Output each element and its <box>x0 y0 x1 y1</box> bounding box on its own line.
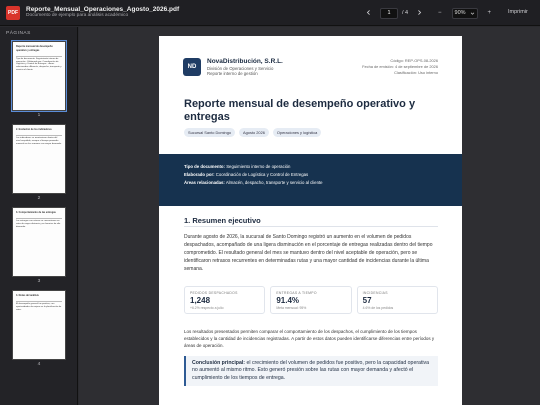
thumbnail-sidebar <box>0 27 78 405</box>
org-report-type: Reporte interno de gestión <box>207 71 258 77</box>
document-title: Reporte mensual de desempeño operativo y entregas <box>184 98 416 123</box>
sidebar-title: PÁGINAS <box>6 31 31 36</box>
page-thumbnail-2[interactable] <box>12 124 66 194</box>
kpi-label: INCIDENCIAS <box>362 291 388 295</box>
thumb-number: 1 <box>37 113 41 118</box>
meta-classification: Clasificación: Uso interno <box>394 69 438 75</box>
kpi-label: PEDIDOS DESPACHADOS <box>190 291 238 295</box>
section-title: 1. Resumen ejecutivo <box>184 216 261 225</box>
kpi-note: Meta mensual: 95% <box>276 306 307 310</box>
tag-period: Agosto 2026 <box>239 128 269 137</box>
tag-branch: Sucursal Santo Domingo <box>184 128 235 137</box>
band-type-label: Tipo de documento: <box>184 164 225 169</box>
file-subtitle: Documento de ejemplo para análisis académico <box>26 13 129 19</box>
zoom-select[interactable] <box>452 8 478 19</box>
next-page-button[interactable] <box>416 9 423 18</box>
kpi-value: 57 <box>362 296 372 305</box>
kpi-label: ENTREGAS A TIEMPO <box>276 291 317 295</box>
thumb-heading: Reporte mensual de desempeño operativo y entregas <box>16 45 53 52</box>
thumb-text: El desempeño general fue positivo, con oportunidades de mejora en la planificación de rutas. <box>16 303 62 311</box>
document-info-band <box>159 154 462 206</box>
conclusion-callout <box>184 356 438 386</box>
total-pages: / 4 <box>402 10 409 16</box>
kpi-card-incidents <box>357 286 438 314</box>
thumb-text: Tipo de documento: Seguimiento interno de operación · Elaborado por: Coordinación de Logística y Control de Entregas · Áreas relacionadas: Almacén, despacho, transporte y servicio al cliente <box>16 57 62 71</box>
summary-paragraph: Durante agosto de 2026, la sucursal de Santo Domingo registró un aumento en el volumen de pedidos despachados, acompañado de una ligera disminución en el porcentaje de entregas realizadas dentro del tiempo comprometido. El resultado general del mes se mantuvo dentro del nivel aceptable de operación, pero se identificaron retrasos recurrentes en determinadas rutas y una mayor cantidad de incidencias durante la última semana. <box>184 234 433 272</box>
tag-list <box>184 128 321 137</box>
document-viewer[interactable] <box>79 27 540 405</box>
zoom-in-button[interactable]: + <box>487 10 492 16</box>
band-areas-value: Almacén, despacho, transporte y servicio al cliente <box>225 179 323 185</box>
page-navigation <box>365 6 423 20</box>
zoom-controls <box>438 6 491 20</box>
document-page <box>159 36 462 405</box>
company-logo: ND <box>183 58 201 76</box>
chevron-right-icon <box>416 9 423 16</box>
org-name: NovaDistribución, S.R.L. <box>207 58 283 65</box>
org-department: División de Operaciones y Servicio <box>207 66 274 72</box>
tag-area: Operaciones y logística <box>273 128 321 137</box>
callout-label: Conclusión principal: <box>192 360 246 366</box>
thumb-number: 3 <box>37 279 41 284</box>
chevron-down-icon <box>470 11 475 16</box>
thumb-number: 4 <box>37 362 41 367</box>
kpi-value: 91.4% <box>276 296 300 305</box>
page-thumbnail-1[interactable] <box>12 41 66 111</box>
kpi-note: +6.2% respecto a julio <box>190 306 224 310</box>
thumb-heading: 3. Comportamiento de las entregas <box>16 211 56 214</box>
band-author-label: Elaborado por: <box>184 171 215 177</box>
print-button[interactable]: Imprimir <box>508 9 528 15</box>
meta-date: Fecha de emisión: 4 de septiembre de 2026 <box>362 63 438 69</box>
thumb-heading: 2. Evolución de los indicadores <box>16 128 52 131</box>
band-author-value: Coordinación de Logística y Control de Entregas <box>215 171 309 177</box>
page-thumbnail-3[interactable] <box>12 207 66 277</box>
band-type-value: Seguimiento interno de operación <box>226 164 291 169</box>
meta-code: Código: REP-OPS-08-2026 <box>390 58 438 63</box>
toolbar <box>0 0 540 26</box>
thumb-text: Las entregas con retraso se concentraron en rutas de mayor distancia y en horarios de alta demanda. <box>16 220 61 228</box>
callout-text: el crecimiento del volumen de pedidos fue positivo, pero la capacidad operativa no aumentó al mismo ritmo. Esto generó presión sobre las rutas con mayor demanda y afectó el cumplimiento de los tiempos de entrega. <box>192 360 430 381</box>
kpi-cards <box>184 286 438 314</box>
results-paragraph: Los resultados presentados permiten comparar el comportamiento de los despachos, el cumplimiento de los tiempos establecidos y la cantidad de incidencias registradas. A partir de estos datos pueden identificarse diferencias entre períodos y áreas de operación. <box>184 329 435 349</box>
prev-page-button[interactable] <box>365 9 372 18</box>
section-divider <box>184 226 438 227</box>
thumb-number: 2 <box>37 196 41 201</box>
band-areas-label: Áreas relacionadas: <box>184 179 225 185</box>
chevron-left-icon <box>365 9 372 16</box>
kpi-value: 1,248 <box>190 296 211 305</box>
page-thumbnail-4[interactable] <box>12 290 66 360</box>
page-number-input[interactable] <box>380 8 398 19</box>
zoom-out-button[interactable]: − <box>438 10 442 16</box>
pdf-file-icon: PDF <box>6 6 20 20</box>
thumb-heading: 4. Notas del análisis <box>16 294 39 297</box>
file-name: Reporte_Mensual_Operaciones_Agosto_2026.pdf <box>26 6 180 13</box>
kpi-card-orders <box>184 286 265 314</box>
document-meta <box>362 58 438 76</box>
organization-info <box>207 58 283 77</box>
thumb-text: Los indicadores se mantuvieron dentro del nivel aceptable, aunque el tiempo promedio aumentó en las semanas con mayor demanda. <box>16 137 62 145</box>
file-info <box>26 6 179 19</box>
zoom-level: 90% <box>454 10 466 16</box>
kpi-card-on-time <box>270 286 351 314</box>
kpi-note: 4.6% de los pedidos <box>362 306 394 310</box>
